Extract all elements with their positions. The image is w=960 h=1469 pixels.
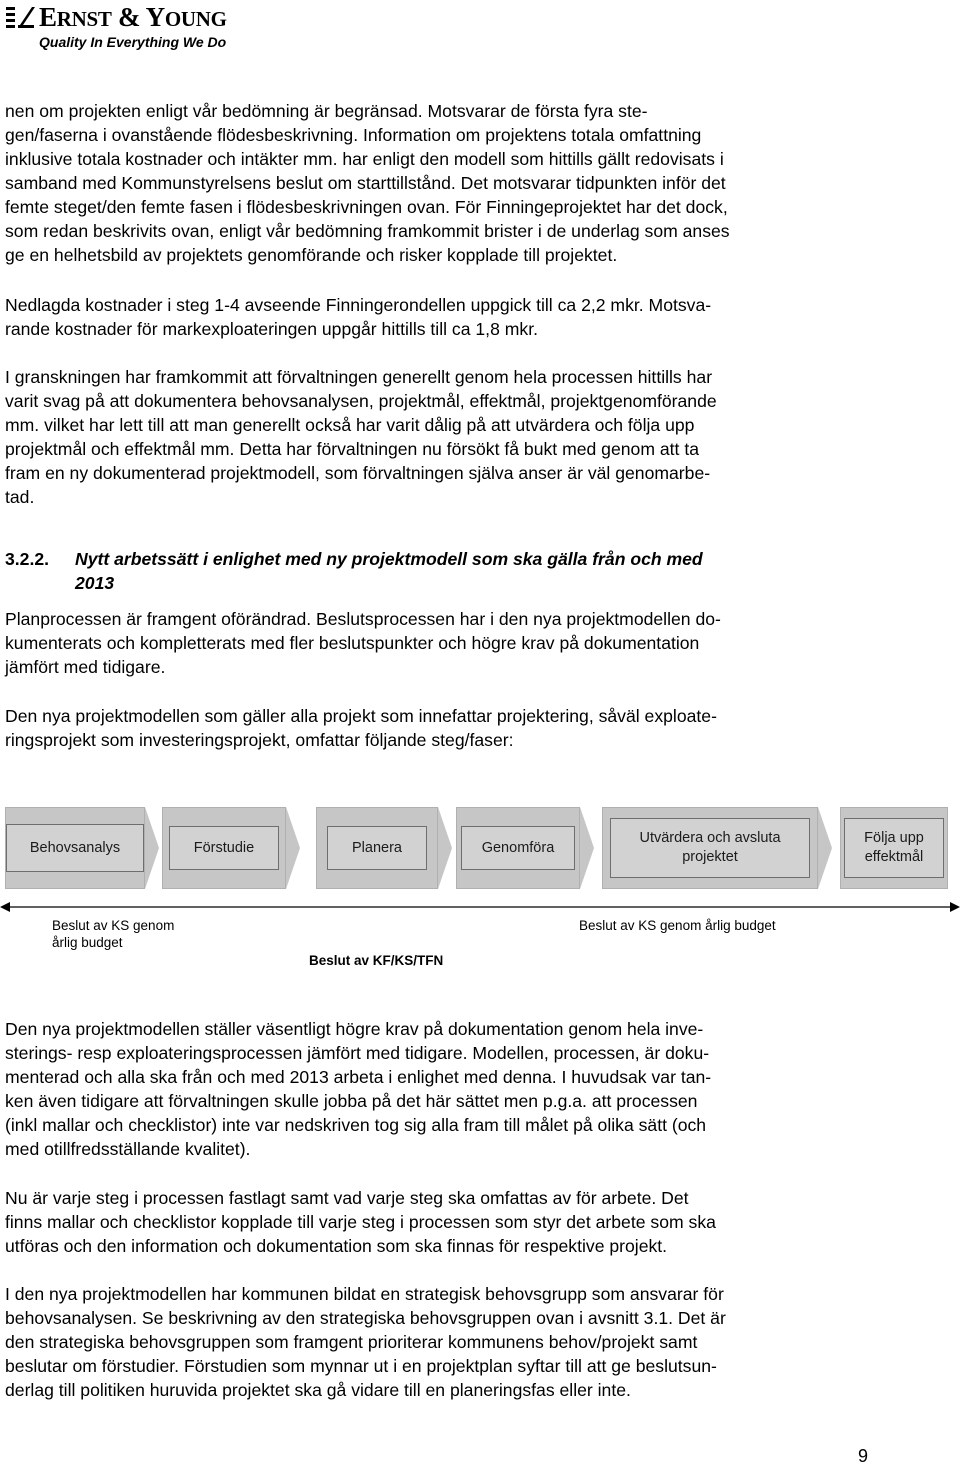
text-line: varit svag på att dokumentera behovsanalysen, projektmål, effektmål, projektgenomförande <box>5 391 717 411</box>
phase-genomfora <box>456 807 580 889</box>
text-line: gen/faserna i ovanstående flödesbeskrivning. Information om projektens totala omfattning <box>5 125 702 145</box>
text-line: Planprocessen är framgent oförändrad. Beslutsprocessen har i den nya projektmodellen do- <box>5 609 721 629</box>
phase-label-box <box>6 824 144 872</box>
phase-label: Behovsanalys <box>29 839 121 856</box>
text-line: med otillfredsställande kvalitet). <box>5 1139 251 1159</box>
paragraph-6 <box>5 1017 875 1161</box>
arrow-icon <box>580 807 594 889</box>
text-line: ken även tidigare att förvaltningen skulle jobba på det här sättet men p.g.a. att processen <box>5 1091 698 1111</box>
phase-label: Planera <box>352 839 402 856</box>
phase-planera <box>316 807 438 889</box>
text-line: samband med Kommunstyrelsens beslut om starttillstånd. Det motsvarar tidpunkten inför det <box>5 173 726 193</box>
paragraph-5 <box>5 704 875 752</box>
text-line: Den nya projektmodellen som gäller alla projekt som innefattar projektering, såväl exploate- <box>5 706 717 726</box>
phase-forstudie <box>162 807 286 889</box>
phase-label: Genomföra <box>481 839 555 856</box>
arrow-icon <box>818 807 832 889</box>
text-line: behovsanalysen. Se beskrivning av den strategiska behovsgruppen ovan i avsnitt 3.1. Det är <box>5 1308 726 1328</box>
text-line: ringsprojekt som investeringsprojekt, omfattar följande steg/faser: <box>5 730 514 750</box>
text-line: femte steget/den femte fasen i flödesbeskrivningen ovan. För Finningeprojektet har det dock, <box>5 197 728 217</box>
double-arrow-line-icon <box>0 901 960 913</box>
text-line: Nedlagda kostnader i steg 1-4 avseende Finningerondellen uppgick till ca 2,2 mkr. Motsva- <box>5 295 712 315</box>
section-title-line-2: 2013 <box>75 573 115 593</box>
phase-label-box <box>169 826 279 870</box>
text-line: inklusive totala kostnader och intäkter mm. har enligt den modell som hittills gällt redovisats i <box>5 149 724 169</box>
text-line: tad. <box>5 487 35 507</box>
phase-label-box <box>610 818 810 878</box>
arrow-icon <box>286 807 300 889</box>
logo-wordmark: ERNST & YOUNG <box>39 2 227 32</box>
text-line: (inkl mallar och checklistor) inte var nedskriven tog sig alla fram till målet på olika sätt (och <box>5 1115 707 1135</box>
decision-label-middle: Beslut av KF/KS/TFN <box>309 953 444 968</box>
phase-utvardera <box>602 807 818 889</box>
text-line: sterings- resp exploateringsprocessen jämfört med tidigare. Modellen, processen, är doku- <box>5 1043 710 1063</box>
text-line: derlag till politiken huruvida projektet ska gå vidare till en planeringsfas eller inte. <box>5 1380 631 1400</box>
decision-label-right: Beslut av KS genom årlig budget <box>579 918 776 933</box>
phase-folja-upp <box>840 807 948 889</box>
section-number: 3.2.2. <box>5 549 50 569</box>
phase-label: projektet <box>682 849 738 865</box>
text-line: I granskningen har framkommit att förvaltningen generellt genom hela processen hittills har <box>5 367 713 387</box>
phase-label: Följa upp <box>864 830 924 846</box>
phase-behovsanalys <box>5 807 145 889</box>
logo-tagline: Quality In Everything We Do <box>39 34 227 50</box>
text-line: I den nya projektmodellen har kommunen bildat en strategisk behovsgrupp som ansvarar för <box>5 1284 724 1304</box>
paragraph-8 <box>5 1282 875 1402</box>
paragraph-1 <box>5 99 875 267</box>
phase-label: effektmål <box>864 849 924 865</box>
text-line: utföras och den information och dokumentation som ska finnas för respektive projekt. <box>5 1236 668 1256</box>
decision-label-left <box>52 917 174 951</box>
text-line: kumenterats och kompletterats med fler beslutspunkter och högre krav på dokumentation <box>5 633 700 653</box>
phase-label-box <box>327 826 427 870</box>
text-line: menterad och alla ska från och med 2013 arbeta i enlighet med denna. I huvudsak var tan- <box>5 1067 712 1087</box>
phase-label-box <box>461 826 575 870</box>
text-line: Nu är varje steg i processen fastlagt samt vad varje steg ska omfattas av för arbete. Det <box>5 1188 689 1208</box>
text-line: som redan beskrivits ovan, enligt vår bedömning framkommit brister i de underlag som anses <box>5 221 730 241</box>
text-line: finns mallar och checklistor kopplade till varje steg i processen som styr det arbete som ska <box>5 1212 716 1232</box>
phase-label: Utvärdera och avsluta <box>639 830 781 846</box>
paragraph-4 <box>5 607 875 679</box>
phase-label-box <box>844 818 944 878</box>
ey-logo-mark-icon <box>6 5 36 31</box>
text-line: rande kostnader för markexploateringen uppgår hittills till ca 1,8 mkr. <box>5 319 538 339</box>
text-line: Den nya projektmodellen ställer väsentligt högre krav på dokumentation genom hela inve- <box>5 1019 704 1039</box>
paragraph-7 <box>5 1186 875 1258</box>
ernst-young-logo <box>6 2 246 54</box>
paragraph-3 <box>5 365 875 509</box>
arrow-icon <box>145 807 159 889</box>
text-line: den strategiska behovsgruppen som framgent prioriterar kommunens behov/projekt samt <box>5 1332 698 1352</box>
text-line: nen om projekten enligt vår bedömning är begränsad. Motsvarar de första fyra ste- <box>5 101 648 121</box>
arrow-icon <box>438 807 452 889</box>
text-line: ge en helhetsbild av projektets genomförande och risker kopplade till projektet. <box>5 245 618 265</box>
text-line: beslutar om förstudier. Förstudien som mynnar ut i en projektplan syftar till att ge beslutsun- <box>5 1356 717 1376</box>
section-title-line-1: Nytt arbetssätt i enlighet med ny projektmodell som ska gälla från och med <box>75 549 703 569</box>
process-flow-diagram <box>0 775 960 980</box>
paragraph-2 <box>5 293 875 341</box>
text-line: projektmål och effektmål mm. Detta har förvaltningen nu försökt få bukt med genom att ta <box>5 439 699 459</box>
decision-label-line: Beslut av KS genom <box>52 918 175 933</box>
decision-label-line: årlig budget <box>52 935 123 950</box>
phase-label: Förstudie <box>193 839 255 856</box>
text-line: jämfört med tidigare. <box>5 657 166 677</box>
page-number: 9 <box>857 1446 868 1466</box>
text-line: fram en ny dokumenterad projektmodell, som förvaltningen själva anser är väl genomarbe- <box>5 463 711 483</box>
text-line: mm. vilket har lett till att man generellt också har varit dålig på att utvärdera och följa upp <box>5 415 695 435</box>
